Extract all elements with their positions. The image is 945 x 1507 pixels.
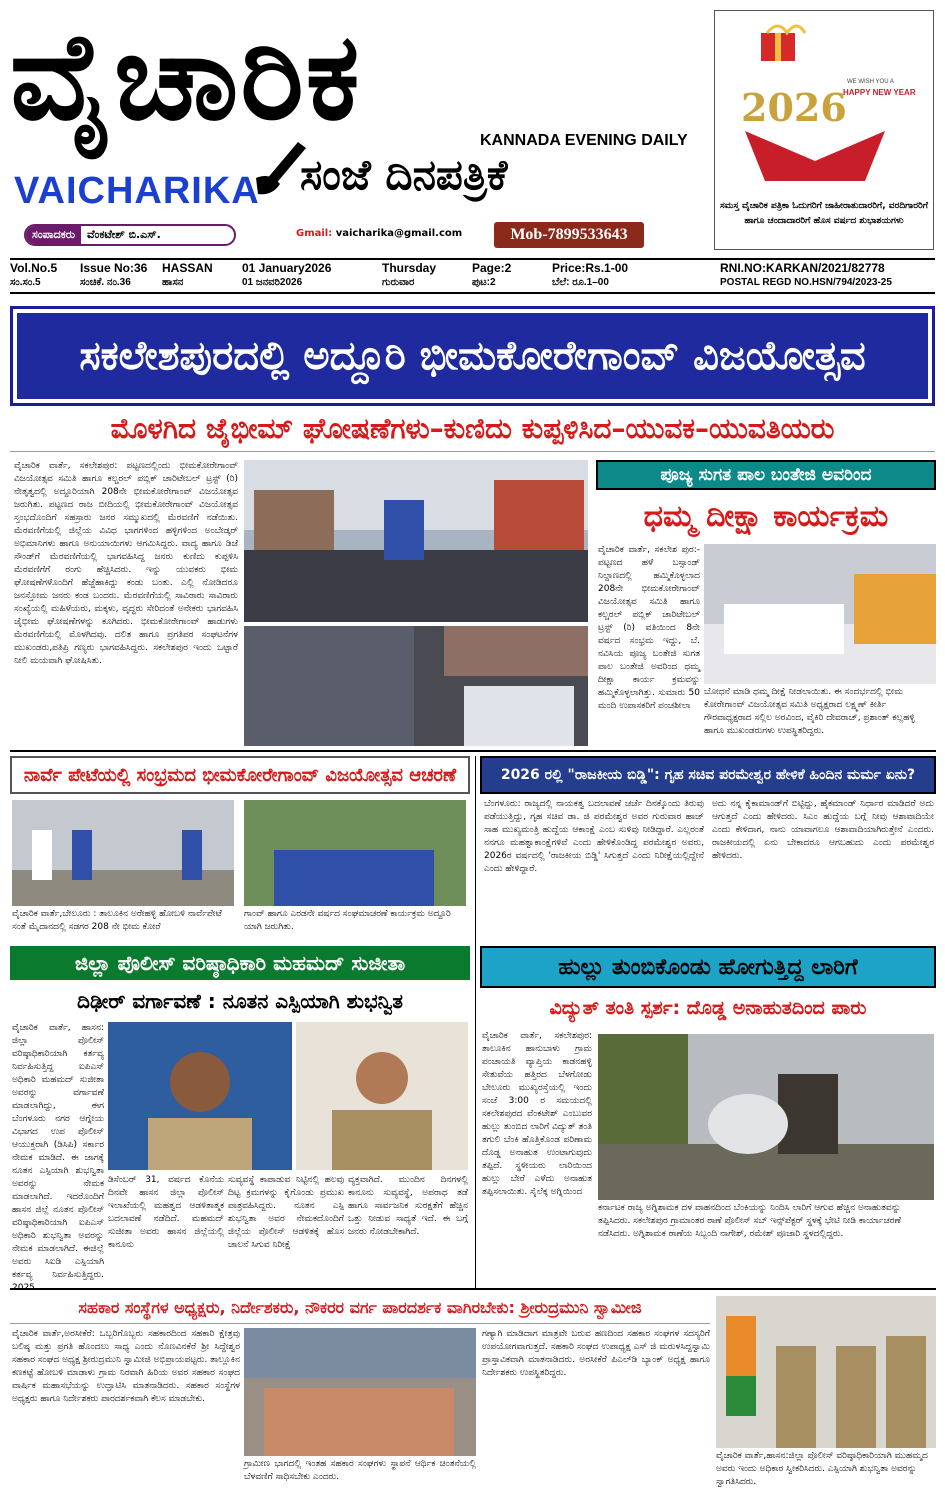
editor-name: ವೆಂಕಟೇಶ್ ಬಿ.ಎಸ್. — [87, 228, 161, 241]
lead-headline: ಸಕಲೇಶಪುರದಲ್ಲಿ ಅದ್ದೂರಿ ಭೀಮಕೋರೇಗಾಂವ್ ವಿಜಯೋತ್ಸವ — [17, 313, 928, 399]
tagline-kannada: ಸಂಜೆ ದಿನಪತ್ರಿಕೆ — [300, 150, 508, 199]
new-year-gift-illustration — [715, 11, 933, 193]
dhamma-head1: ಪೂಜ್ಯ ಸುಗತ ಪಾಲ ಬಂತೇಜಿ ಅವರಿಂದ — [596, 460, 936, 490]
sahakara-body-right: ಗಣ್ಯಾಗಿ ಮಾಡಿದಾಗ ಮಾತ್ರವೇ ಬರುವ ಹಣದಿಂದ ಸಹಕಾರ ಸಂಘಗಳ ಸದಸ್ಯರಿಗೆ ಉಪಯೋಗವಾಗುತ್ತದೆ. ಸಹಕಾರಿ ಸಂಘದ ಉಪಾಧ್ಯಕ್ಷ ಎಸ್ ಜಿ ಮರುಳಸಿದ್ದಸ್ವಾಮಿ ಪ್ರಾಸ್ತಾವಿಕವಾಗಿ ಮಾತನಾಡಿದರು. ಅರಸೀಕೆರೆ ಪಿಎಲ್‌ಡಿ ಬ್ಯಾಂಕ್ ಅಧ್ಯಕ್ಷ ಹಾಗೂ ನಿರ್ದೇಶಕರು ಉಪಸ್ಥಿತರಿದ್ದರು. — [482, 1329, 710, 1378]
norway-photo-1 — [12, 800, 234, 906]
norway-group-photo — [12, 800, 234, 906]
dhamma-head2: ಧಮ್ಮ ದೀಕ್ಷಾ ಕಾರ್ಯಕ್ರಮ — [643, 498, 889, 534]
place-en: HASSAN — [162, 261, 213, 275]
issue-kn: ಸಂಚಿಕೆ. ನಂ.36 — [80, 277, 131, 288]
police-photo-2 — [296, 1022, 468, 1170]
lead-photo-crowd-2 — [244, 626, 588, 746]
lorry-head2: ವಿದ್ಯುತ್ ತಂತಿ ಸ್ಪರ್ಶ: ದೊಡ್ಡ ಅನಾಹುತದಿಂದ ಪಾರು — [549, 997, 867, 1019]
editor-label-text: ಸಂಪಾದಕರು — [26, 226, 81, 244]
lorry-photo — [598, 1034, 934, 1200]
norway-headline: ನಾರ್ವೆ ಪೇಟೆಯಲ್ಲಿ ಸಂಭ್ರಮದ ಭೀಮಕೋರೇಗಾಂವ್ ವಿಜಯೋತ್ಸವ ಆಚರಣೆ — [10, 756, 470, 794]
day-kn: ಗುರುವಾರ — [382, 277, 415, 288]
norway-photo-2 — [244, 800, 466, 906]
police-body4: ವ್ಯಕ್ತವಾಗಿದೆ. ಮುಂದಿನ ದಿನಗಳಲ್ಲಿ ಕಾನೂನು ಸುವ್ಯವಸ್ಥೆ, ಅಪರಾಧ ತಡೆ ಹಾಗೂ ಸಾರ್ವಜನಿಕ ಸುರಕ್ಷತೆಗೆ ಹೆಚ್ಚಿನ ಒತ್ತು ನೀಡುವ ಸಾಧ್ಯತೆ ಇದೆ. ಈ ಬಗ್ಗೆ ಜನರು ನೋಡಬೇಕಾಗಿದೆ. — [348, 1175, 468, 1237]
tagline-english: KANNADA EVENING DAILY — [480, 132, 688, 149]
police-photo-1 — [108, 1022, 292, 1170]
ad-message: ಸಮಸ್ತ ವೈಚಾರಿಕ ಪತ್ರಿಕಾ ಓದುಗರಿಗೆ ಜಾಹೀರಾತುದಾರರಿಗೆ, ವರದಿಗಾರರಿಗೆ ಹಾಗೂ ಚಂದಾದಾರರಿಗೆ ಹೊಸ ವರ್ಷದ ಶುಭಾಶಯಗಳು — [720, 201, 928, 226]
lorry-head1: ಹುಲ್ಲು ತುಂಬಿಕೊಂಡು ಹೋಗುತ್ತಿದ್ದ ಲಾರಿಗೆ — [480, 946, 936, 988]
ad-year: 2026 — [741, 85, 847, 130]
divider — [10, 750, 936, 752]
ad-greeting: HAPPY NEW YEAR — [843, 88, 916, 97]
lorry-caption: ಕರ್ನಾಟಕ ರಾಜ್ಯ ಅಗ್ನಿಶಾಮಕ ದಳ ವಾಹನದಿಂದ ಬೆಂಕಿಯನ್ನು ನಿಂದಿಸಿ ಲಾರಿಗೆ ಆಗುವ ಹೆಚ್ಚಿನ ಅನಾಹುತವನ್ನು ತಪ್ಪಿಸಿದರು. ಸಕಲೇಶಪುರ ಗ್ರಾಮಾಂತರ ಠಾಣೆ ಪೊಲೀಸ್ ಸಬ್ ಇನ್ಸ್‌ಪೆಕ್ಟರ್ ಸ್ಥಳಕ್ಕೆ ಭೇಟಿ ನೀಡಿ ಕಾರ್ಯಾಚರಣೆ ನಡೆಸಿದರು. ಅಗ್ನಿಶಾಮಕ ಠಾಣೆಯ ಸಿಬ್ಬಂದಿ ನಾಗೇಶ್, ರಮೇಶ್ ಪೂಜಾರಿ ಸ್ಥಳದಲ್ಲಿದ್ದರು. — [598, 1203, 902, 1239]
new-year-ad — [714, 10, 934, 250]
sahakara-body-mid: ಗ್ರಾಮೀಣ ಭಾಗದಲ್ಲಿ ಇಂತಹ ಸಹಕಾರ ಸಂಘಗಳು ಸ್ಥಾಪನೆ ಆರ್ಥಿಕ ಚಿಂತನೆಯಲ್ಲಿ ಬೆಳವಣಿಗೆ ಸಾಧಿಸಬೇಕು ಎಂದರು. — [244, 1459, 476, 1482]
dhamma-caption: ಬೋಧನೆ ಮಾಡಿ ಧಮ್ಮ ದೀಕ್ಷೆ ನೀಡಲಾಯಿತು. ಈ ಸಂದರ್ಭದಲ್ಲಿ ಭೀಮ ಕೋರೇಗಾಂವ್ ವಿಜಯೋತ್ಸವ ಸಮಿತಿ ಅಧ್ಯಕ್ಷರಾದ ಲಕ್ಷ್ಮಣ್ ಕೀರ್ತಿ ಗೌರವಾಧ್ಯಕ್ಷರಾದ ಸಲ್ಲಿಲ ಅರವಿಂದ, ವೈಕಿರಿ ದೇವರಾಜ್, ಪ್ರಶಾಂತ್ ಕಲ್ಲಹಳ್ಳಿ ಹಾಗೂ ಮುಖಂಡರುಗಳು ಉಪಸ್ಥಿತರಿದ್ದರು. — [704, 687, 915, 736]
price-en: Price:Rs.1-00 — [552, 261, 629, 275]
crowd-photo-1 — [244, 460, 588, 622]
lead-photo-crowd-1 — [244, 460, 588, 622]
police-body1: ವೈಚಾರಿಕ ವಾರ್ತೆ, ಹಾಸನ: ಜಿಲ್ಲಾ ಪೊಲೀಸ್ ವರಿಷ್ಠಾಧಿಕಾರಿಯಾಗಿ ಕರ್ತವ್ಯ ನಿರ್ವಹಿಸುತ್ತಿದ್ದ ಐಪಿಎಸ್ ಅಧಿಕಾರಿ ಮಹಮದ್ ಸುಜೀತಾ ಅವರನ್ನು ವರ್ಗಾವಣೆ ಮಾಡಲಾಗಿದ್ದು, ಈಗ ಬೆಂಗಳೂರು ನಗರ ಆಗ್ನೇಯ ವಿಭಾಗದ ಉಪ ಪೊಲೀಸ್ ಆಯುಕ್ತರಾಗಿ (ಡಿಸಿಪಿ) ಸರ್ಕಾರ ನೇಮಕ ಮಾಡಿದೆ. ಈ ಜಾಗಕ್ಕೆ ನೂತನ ಎಸ್ಪಿಯಾಗಿ ಶುಭನ್ವಿತಾ ಅವರನ್ನು ನೇಮಕ ಮಾಡಲಾಗಿದೆ. ಇದರೊಂದಿಗೆ ಹಾಸನ ಜಿಲ್ಲೆ ನೂತನ ಪೊಲೀಸ್ ವರಿಷ್ಠಾಧಿಕಾರಿಯಾಗಿ ಐಪಿಎಸ್ ಅಧಿಕಾರಿ ಶುಭನ್ವಿತಾ ಅವರನ್ನು ನೇಮಕ ಮಾಡಲಾಗಿದೆ. ಈಜಿಲ್ಲೆ ಅವರು ಸಿಐಡಿ ಎಸ್ಪಿಯಾಗಿ ಕರ್ತವ್ಯ ನಿರ್ವಹಿಸುತ್ತಿದ್ದರು. — [12, 1023, 104, 1280]
norway-caption-1: ವೈಚಾರಿಕ ವಾರ್ತೆ,ಬೇಲೂರು : ತಾಲೂಕಿನ ಅರೇಹಳ್ಳಿ ಹೋಬಳಿ ನಾರ್ವೆಪೇಟೆ ಸಂತೆ ಮೈದಾನದಲ್ಲಿ ಸಡಗರ 208 ನೇ ಭೀಮ ಕೋರೆ — [12, 909, 222, 932]
mobile-number: Mob-7899533643 — [494, 222, 644, 248]
lorry-body: ವೈಚಾರಿಕ ವಾರ್ತೆ, ಸಕಲೇಶಪುರ: ತಾಲೂಕಿನ ಹಾನುಬಾಳು ಗ್ರಾಮ ಪಂಚಾಯತಿ ವ್ಯಾಪ್ತಿಯ ಕಾಡನಹಳ್ಳಿ ಸೇತುವೆಯ ಹತ್ತಿರದ ಬೆಳಗೋಡು ಬೇಲೂರು ಮುಖ್ಯರಸ್ತೆಯಲ್ಲಿ ಇಂದು ಸಂಜೆ 3:00 ರ ಸಮಯದಲ್ಲಿ ಸಕಲೇಶಪುರದ ವೆಂಕಟೇಶ್ ಎಂಬುವರ ಹುಲ್ಲು ತುಂಬಿದ ಲಾರಿಗೆ ವಿದ್ಯುತ್ ತಂತಿ ತಗುಲಿ ಬೆಂಕಿ ಹೊತ್ತಿಕೊಂಡ ಪರಿಣಾಮ ದೊಡ್ಡ ಅನಾಹುತ ಉಂಟಾಗುವುದು ತಪ್ಪಿದೆ. ಸ್ಥಳೀಯರು ಲಾರಿಯಿಂದ ಹುಲ್ಲು ಬೇರೆ ಎಳೆದು ಅನಾಹುತ ತಪ್ಪಿಸಲಾಯಿತು. ಸೈಲೆಕ್ಕ ಅಗ್ನಿಯಿಂದ — [482, 1031, 592, 1197]
sahakara-meeting-photo — [244, 1328, 476, 1456]
sp-handover-caption: ವೈಚಾರಿಕ ವಾರ್ತೆ,ಹಾಸನ:ಜಿಲ್ಲಾ ಪೊಲೀಸ್ ವರಿಷ್ಠಾಧಿಕಾರಿಯಾಗಿ ಮುಹಮ್ಮದ ಅವರು ಇಂದು ಅಧಿಕಾರ ಸ್ವೀಕರಿಸಿದರು. ಎಸ್ಪಿಯಾಗಿ ಶುಭನ್ವಿತಾ ಅವರನ್ನು ಸ್ವಾಗತಿಸಿದರು. — [716, 1451, 928, 1487]
politics-body-right: ಅದು ನನ್ನ ಕೈಕಾಮಾಂಡ್‌ಗೆ ಬಿಟ್ಟಿದ್ದು, ಹೈಕಮಾಂಡ್ ನಿರ್ಧಾರ ಮಾಡಿದರೆ ಅದು ಆಗುತ್ತದೆ ಎಂದು ಹೇಳಿದರು. ಸಿಎಂ ಹುದ್ದೆಯ ಬಗ್ಗೆ ನೀವು ಆಶಾವಾದಿಯೇ ಎಂದು ಕೇಳಿದಾಗ, ನಾನು ಯಾವಾಗಲೂ ಆಶಾವಾದಿಯಾಗಿರುತ್ತೇನೆ ಎಂದರು. ರಾಜಕೀಯದಲ್ಲಿ ಏನು ಬೇಕಾದರೂ ಆಗಬಹುದು ಎಂದು ಪರಮೇಶ್ವರ ಹೇಳಿದರು. — [712, 799, 934, 861]
norway-procession-photo — [244, 800, 466, 906]
politics-headline: 2026 ರಲ್ಲಿ "ರಾಜಕೀಯ ಬಿಡ್ಡಿ": ಗೃಹ ಸಚಿವ ಪರಮೇಶ್ವರ ಹೇಳಿಕೆ ಹಿಂದಿನ ಮರ್ಮ ಏನು? — [480, 756, 936, 794]
sp-handover-image — [716, 1296, 936, 1448]
page-en: Page:2 — [472, 261, 512, 275]
politics-body-left: ಬೆಂಗಳೂರು: ರಾಜ್ಯದಲ್ಲಿ ನಾಯಕತ್ವ ಬದಲಾವಣೆ ಚರ್ಚೆ ದಿನಕ್ಕೊಂದು ತಿರುವು ಪಡೆಯುತ್ತಿದ್ದು, ಗೃಹ ಸಚಿವ ಡಾ. ಜಿ ಪರಮೇಶ್ವರ ಅವರ ಗುರುವಾರ ಹಾಜ್ ಸಾಹ ಮುಖ್ಯಮಂತ್ರಿ ಹುದ್ದೆಯ ಆಕಾಂಕ್ಷೆ ಎಂಬ ಸುಳಿವು ನೀಡಿದ್ದಾರೆ. ಎಲ್ಲರಂತೆ ನನಗೂ ಮಹತ್ವಾಕಾಂಕ್ಷೆಗಳಿವೆ ಎಂದು ಹೇಳಿಕೊಂಡಿದ್ದ ಪರಮೇಶ್ವರ ಅವರು, 2026ರ ವರ್ಷದಲ್ಲಿ 'ರಾಜಕೀಯ ಬಿಡ್ಡಿ' ಸಿಗುತ್ತದೆ ಎಂದು ನಿರೀಕ್ಷೆಯಲ್ಲಿದ್ದೇನೆ ಎಂದು ಹೇಳಿದ್ದಾರೆ. — [484, 799, 704, 874]
burning-lorry-photo — [598, 1034, 934, 1200]
day-en: Thursday — [382, 261, 437, 275]
editor-label — [24, 224, 236, 246]
lead-subhead: ಮೊಳಗಿದ ಜೈಭೀಮ್ ಘೋಷಣೆಗಳು–ಕುಣಿದು ಕುಪ್ಪಳಿಸಿದ–ಯುವಕ–ಯುವತಿಯರು — [10, 412, 935, 452]
date-kn: 01 ಜನವರಿ2026 — [242, 277, 303, 288]
dhamma-ceremony-photo — [704, 544, 936, 684]
police-head2: ದಿಢೀರ್ ವರ್ಗಾವಣೆ : ನೂತನ ಎಸ್ಪಿಯಾಗಿ ಶುಭನ್ವಿತ — [77, 989, 403, 1013]
sp-handover-photo — [716, 1296, 936, 1448]
volume-kn: ಸಂ.ಸಂ.5 — [10, 277, 41, 288]
divider — [10, 1288, 936, 1290]
column-divider — [475, 756, 476, 1288]
new-sp-photo — [296, 1022, 468, 1170]
date-en: 01 January2026 — [242, 261, 332, 275]
gmail-contact — [296, 228, 462, 239]
police-head1: ಜಿಲ್ಲಾ ಪೊಲೀಸ್ ವರಿಷ್ಠಾಧಿಕಾರಿ ಮಹಮದ್ ಸುಜೀತಾ — [10, 946, 470, 980]
lead-banner — [10, 306, 935, 406]
issue-info-bar — [10, 258, 935, 294]
volume-en: Vol.No.5 — [10, 261, 58, 275]
gmail-label: Gmail: — [296, 228, 333, 239]
rni-number: RNI.NO:KARKAN/2021/82778 — [720, 261, 885, 275]
police-body2: ಡಿಸೆಂಬರ್ 31, ವರ್ಷದ ಕೊನೆಯ ದಿನವೇ ಹಾಸನ ಜಿಲ್ಲಾ ಪೊಲೀಸ್ ಇಲಾಖೆಯಲ್ಲಿ ಮಹತ್ವದ ಆಡಳಿತಾತ್ಮಕ ಬದಲಾವಣೆ ನಡೆದಿದೆ. ಮಹಮದ್ ಸುಜೀತಾ ಅವರು ಹಾಸನ ಜಿಲ್ಲೆಯಲ್ಲಿ ಕಾನೂನು — [108, 1175, 224, 1250]
sahakara-headline: ಸಹಕಾರ ಸಂಸ್ಥೆಗಳ ಅಧ್ಯಕ್ಷರು, ನಿರ್ದೇಶಕರು, ನೌಕರರ ವರ್ಗ ಪಾರದರ್ಶಕ ವಾಗಿರಬೇಕು: ಶ್ರೀರುದ್ರಮುನಿ ಸ್ವಾಮೀಜಿ — [10, 1292, 710, 1324]
gmail-address[interactable]: vaicharika@gmail.com — [335, 228, 463, 239]
masthead-title: ವೈಚಾರಿಕ — [10, 6, 362, 147]
issue-en: Issue No:36 — [80, 261, 148, 275]
ad-greeting-small: WE WISH YOU A — [847, 79, 894, 85]
sahakara-body-left: ವೈಚಾರಿಕ ವಾರ್ತೆ,ಅರಸೀಕೆರೆ: ಒಬ್ಬರಿಗೊಬ್ಬರು ಸಹಕಾರದಿಂದ ಸಹಕಾರಿ ಕ್ಷೇತ್ರವು ಬಲಿಷ್ಠ ಮತ್ತು ಪ್ರಗತಿ ಹೊಂದಲು ಸಾಧ್ಯ ಎಂದು ನೊಣವಿನಕೆರೆ ಶ್ರೀ ಸಿದ್ಧೇಶ್ವರ ಸಹಕಾರ ಸಂಘದ ಅಧ್ಯಕ್ಷ ಶ್ರೀರುದ್ರಮುನಿ ಸ್ವಾಮೀಜಿ ಅಭಿಪ್ರಾಯಪಟ್ಟರು. ತಾಲ್ಲೂಕಿನ ಕಣಕಟ್ಟೆ ಹೋಬಳಿ ಮಾಡಾಳು ಗ್ರಾಮ ನಿರವಾಗಿ ಹಿರಿಯ ಅವರ ಸಹಕಾರ ಸಂಘದ ವಾರ್ಷಿಕ ಮಹಾಸಭೆಯನ್ನು ಉದ್ಘಾಟಿಸಿ ಮಾತನಾಡಿದರು. ಸಹಕಾರ ಸಂಸ್ಥೆಗಳ ಅಧ್ಯಕ್ಷರು ಹಾಗೂ ನಿರ್ದೇಶಕರು ಪಾರದರ್ಶಕವಾಗಿ ಕೆಲಸ ಮಾಡಬೇಕು. — [12, 1329, 240, 1404]
dhamma-body: ವೈಚಾರಿಕ ವಾರ್ತೆ, ಸಕಲೇಶ ಪುರ:-ಪಟ್ಟಣದ ಹಳೆ ಬಸ್ಸಾಂಡ್ ನಿಲ್ದಾಣದಲ್ಲಿ ಹಮ್ಮಿಕೊಳ್ಳಲಾದ 208ನೇ ಭೀಮಕೋರೇಗಾಂವ್ ವಿಜಯೋತ್ಸವ ಸಮಿತಿ ಹಾಗೂ ಕಲ್ಚರಲ್ ಪಬ್ಲಿಕ್ ಚಾರಿಟೇಬಲ್ ಟ್ರಸ್ಟ್ (ರಿ) ವತಿಯಿಂದ 8ನೇ ವರ್ಷದ ಸಂಭ್ರಮ ಇದ್ದು, ಬೆ. ನವಿಸಿಯ ಪೂಜ್ಯ ಬಂತೇಜಿ ಸುಗತ ಪಾಲ ಬಂತೇಜಿ ಅವರಿಂದ ಧಮ್ಮ ದೀಕ್ಷಾ ಕಾರ್ಯ ಕ್ರಮವನ್ನು ಹಮ್ಮಿಕೊಳ್ಳಲಾಗಿತ್ತು. ಸುಮಾರು 50 ಮಂದಿ ಉಪಾಸಕರಿಗೆ ಪಂಚಶೀಲಾ — [598, 545, 700, 711]
masthead-english-title: VAICHARIKA — [14, 170, 260, 212]
sp-portrait-photo — [108, 1022, 292, 1170]
sahakara-photo — [244, 1328, 476, 1456]
police-body3: ಸುವ್ಯವಸ್ಥೆ ಕಾಪಾಡುವ ನಿಟ್ಟಿನಲ್ಲಿ ಹಲವು ದಿಟ್ಟ ಕ್ರಮಗಳನ್ನು ಕೈಗೊಂಡು ಪ್ರಮುಖ ಪಾತ್ರವಹಿಸಿದ್ದರು. ನೂತನ ಎಸ್ಪಿ ಶುಭನ್ವಿತಾ ಅವರ ನೇಮಕದೊಂದಿಗೆ ಜಿಲ್ಲೆಯ ಪೊಲೀಸ್ ಆಡಳಿತಕ್ಕೆ ಹೊಸ ಚಾಲನೆ ಸಿಗುವ ನಿರೀಕ್ಷೆ — [228, 1175, 344, 1250]
postal-reg: POSTAL REGD NO.HSN/794/2023-25 — [720, 277, 892, 288]
dhamma-photo — [704, 544, 936, 684]
norway-caption-2: ಗಾಂವ್ ಹಾಗೂ ಎರಡನೇ ವರ್ಷದ ಸಂಘಮಾಚರಣೆ ಕಾರ್ಯಕ್ರಮ ಅದ್ದೂರಿ ಯಾಗಿ ಜರುಗಿತು. — [244, 909, 451, 932]
place-kn: ಹಾಸನ — [162, 277, 184, 288]
lead-body: ವೈಚಾರಿಕ ವಾರ್ತೆ, ಸಕಲೇಶಪುರ: ಪಟ್ಟಣದಲ್ಲಿಂದು ಭೀಮಕೋರೇಗಾಂವ್ ವಿಜಯೋತ್ಸವ ಸಮಿತಿ ಹಾಗೂ ಕಲ್ಚರಲ್ ಪಬ್ಲಿಕ್ ಚಾರಿಟೇಬಲ್ ಟ್ರಸ್ಟ್ (ರಿ) ನೇತೃತ್ವದಲ್ಲಿ ಅದ್ದೂರಿಯಾಗಿ 208ನೇ ಭೀಮಕೋರೇಗಾಂವ್ ವಿಜಯೋತ್ಸವ ಜರುಗಿತು. ಪಟ್ಟಣದ ರಾಜ ಬೀದಿಯಲ್ಲಿ ಭೀಮಕೋರೇಗಾಂವ್ ವಿಜಯೋತ್ಸವ ಸ್ತಂಭದೊಂದಿಗೆ ಸಹಸ್ರಾರು ಜನರ ಸಮ್ಮುಖದಲ್ಲಿ ಮೆರವಣಿಗೆ ನಡೆಯಿತು. ಮೆರವಣಿಗೆಯಲ್ಲಿ ಜಿಲ್ಲೆಯ ವಿವಿಧ ಭಾಗಗಳಿಂದ ಹಳ್ಳಿಗಳಿಂದ ಅಂಬೇಡ್ಕರ್ ಅಭಿಮಾನಿಗಳು ಹಾಗೂ ಅನುಯಾಯಿಗಳು ಆಗಮಿಸಿದ್ದರು. ವಾದ್ಯ ಹಾಗೂ ಡಿಜೆ ಸೌಂಡ್‌ಗೆ ಮೆರವಣಿಗೆಯಲ್ಲಿ ಭಾಗವಹಿಸಿದ್ದ ಜನರು ಕುಣಿದು ಕುಪ್ಪಳಿಸಿ ಮೆರವಣಿಗೆಗೆ ರಂಗು ಹೆಚ್ಚಿಸಿದರು. ಇನ್ನು ಯುವಕರು ಭೀಮ ಘೋಷಣೆಗಳೊಂದಿಗೆ ಹೆಜ್ಜೆಹಾಕಿದ್ದು ಕಂಡು ಬಂತು. ಎಲ್ಲಿ ನೋಡಿದರೂ ಜನಸ್ತೋಮ ಜನರು ಕಂಡ ಬಂದರು. ಮೆರವಣಿಗೆಯಲ್ಲಿ ಸಾವಿರಾರು ಸಾವಿರಾರು ಸಂಖ್ಯೆಯಲ್ಲಿ ಮಹಿಳೆಯರು, ಮಕ್ಕಳು, ವೃದ್ಧರು ಸೇರಿದಂತೆ ಅನೇಕರು ಭಾಗವಹಿಸಿ ಜೈಭೀಮ ಘೋಷಣೆಗಳನ್ನು ಕೂಗಿದರು. ಭೀಮಕೋರೇಗಾಂವ್ ಹಾಡುಗಳು ಮೆರವಣಿಗೆಯಲ್ಲಿ ಮೊಳಗಿದವು. ದಲಿತ ಹಾಗೂ ಪ್ರಗತಿಪರ ಸಂಘಟನೆಗಳ ಮುಖಂಡರು,ಪತಿಪ್ರಿ ಗಣ್ಯರು ಭಾಗವಹಿಸಿದ್ದರು. ಸಕಲೇಶಪುರ ಇಂದು ಒಟ್ಟಾರೆ ನೀಲಿ ಮಯವಾಗಿ ಘೋಷಿಸಿತು. — [14, 461, 238, 666]
crowd-photo-2 — [244, 626, 588, 746]
price-kn: ಬೆಲೆ: ರೂ.1–00 — [552, 277, 609, 288]
page-kn: ಪುಟ:2 — [472, 277, 496, 288]
